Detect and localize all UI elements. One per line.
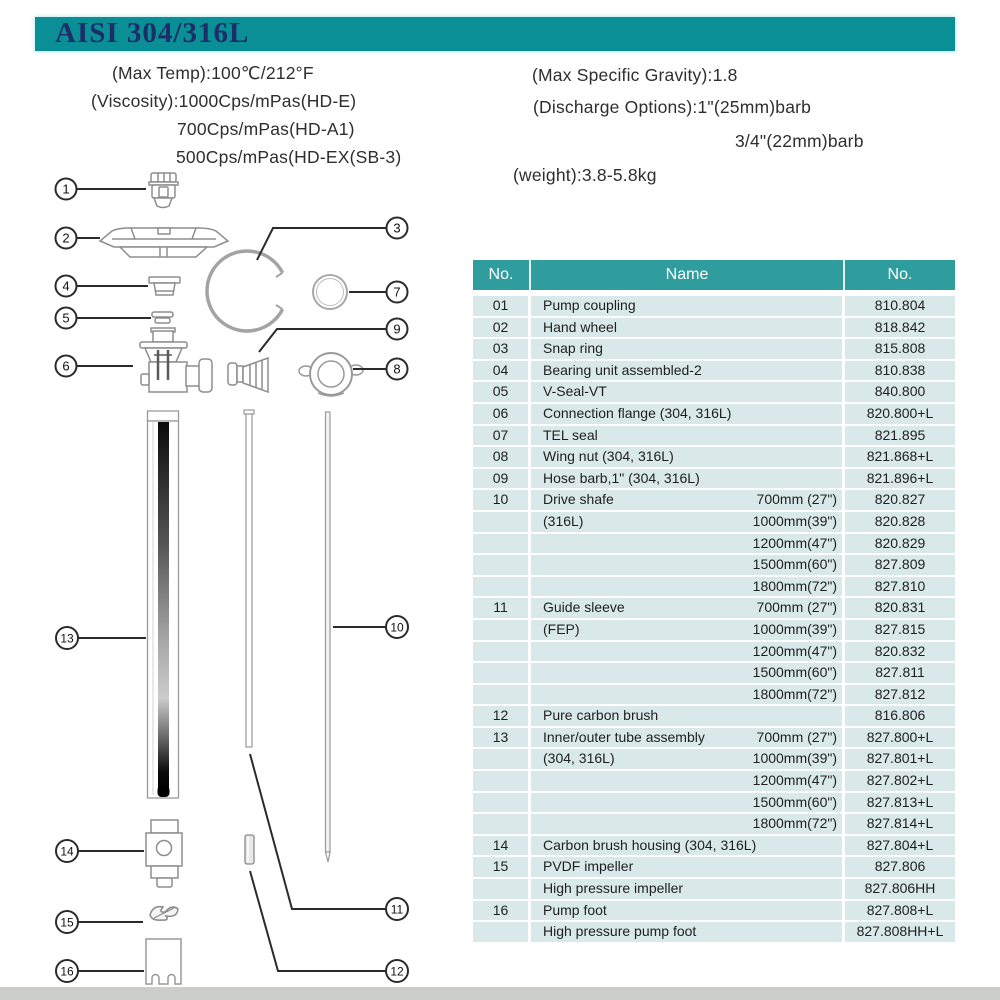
callout-11 [386,898,408,920]
part-index-cell [473,771,531,791]
drive-shaft-drawing [326,412,331,862]
part-name: High pressure pump foot [543,923,697,940]
table-header [473,260,955,290]
part-name-cell [531,663,845,683]
carbon-brush-drawing [245,835,254,864]
callout-6 [56,356,77,377]
part-size: 1500mm(60") [752,664,837,681]
table-row [473,447,955,467]
bearing-unit-drawing [149,277,180,295]
table-row [473,836,955,856]
part-index-cell: 03 [473,339,531,359]
part-name: Hose barb,1" (304, 316L) [543,469,700,486]
table-row [473,404,955,424]
part-size [837,426,842,446]
part-name-cell [531,534,845,554]
part-name-cell [531,771,845,791]
table-row [473,793,955,813]
part-size [837,318,842,338]
table-row [473,382,955,402]
part-name-cell [531,490,845,510]
table-row [473,512,955,532]
part-number-cell: 820.829 [845,534,955,554]
part-size: 1800mm(72") [752,685,837,702]
part-index-cell [473,642,531,662]
part-number-cell: 821.868+L [845,447,955,467]
exploded-diagram [25,165,465,1000]
part-name: High pressure impeller [543,880,684,897]
part-name-cell [531,749,845,769]
spec-gravity: (Max Specific Gravity):1.8 [532,65,738,85]
part-name-cell [531,339,845,359]
header-part-col: No. [887,266,913,283]
part-number-cell: 827.804+L [845,836,955,856]
part-name-cell [531,404,845,424]
callout-9 [387,319,408,340]
part-index-cell [473,922,531,942]
callout-13 [56,627,78,649]
part-number-cell: 827.806 [845,857,955,877]
table-row [473,901,955,921]
svg-text:11: 11 [390,902,404,917]
part-index-cell: 14 [473,836,531,856]
table-row [473,620,955,640]
table-row [473,577,955,597]
svg-text:7: 7 [393,284,401,300]
part-number-cell: 815.808 [845,339,955,359]
part-name-cell [531,620,845,640]
part-index-cell [473,793,531,813]
pump-coupling-drawing [149,173,178,208]
part-number-cell: 827.800+L [845,728,955,748]
part-name: Pump foot [543,901,607,918]
spec-viscosity: (Viscosity):1000Cps/mPas(HD-E) [91,91,357,111]
part-number-cell: 827.806HH [845,879,955,899]
callout-4 [56,276,77,297]
svg-text:1: 1 [62,181,70,197]
part-name-cell [531,706,845,726]
part-name: (304, 316L) [543,750,615,767]
part-number-cell: 820.800+L [845,404,955,424]
table-row [473,642,955,662]
part-name-cell [531,555,845,575]
part-name-cell [531,642,845,662]
part-name: TEL seal [543,426,598,443]
part-name: Snap ring [543,340,603,357]
part-index-cell: 02 [473,318,531,338]
part-size: 1800mm(72") [752,577,837,594]
part-number-cell: 816.806 [845,706,955,726]
table-row [473,296,955,316]
part-name-cell [531,836,845,856]
svg-text:15: 15 [60,915,74,930]
part-index-cell: 10 [473,490,531,510]
part-name: Connection flange (304, 316L) [543,404,732,421]
part-size: 700mm (27") [756,599,837,616]
part-number-cell: 810.838 [845,361,955,381]
part-size: 1800mm(72") [752,815,837,832]
part-name-cell [531,922,845,942]
part-size [837,857,842,877]
callout-15 [56,911,78,933]
part-name-cell [531,901,845,921]
part-index-cell [473,814,531,834]
part-name-cell [531,382,845,402]
part-index-cell: 04 [473,361,531,381]
callout-12 [386,960,408,982]
part-index-cell: 05 [473,382,531,402]
part-name: Inner/outer tube assembly [543,728,705,745]
parts-table [473,260,955,944]
part-number-cell: 818.842 [845,318,955,338]
connection-flange-drawing [140,328,212,392]
part-name-cell [531,814,845,834]
table-row [473,361,955,381]
part-name-cell [531,512,845,532]
table-row [473,318,955,338]
wing-nut-drawing [299,353,363,396]
part-number-cell: 821.896+L [845,469,955,489]
svg-text:5: 5 [62,310,70,326]
table-row [473,426,955,446]
svg-text:10: 10 [390,620,404,635]
spec-discharge: (Discharge Options):1"(25mm)barb [533,97,812,117]
part-size: 700mm (27") [756,491,837,508]
part-index-cell: 07 [473,426,531,446]
part-index-cell: 13 [473,728,531,748]
svg-text:4: 4 [62,278,70,294]
part-index-cell [473,555,531,575]
callout-5 [56,308,77,329]
table-row [473,339,955,359]
part-index-cell [473,512,531,532]
part-index-cell: 08 [473,447,531,467]
part-number-cell: 820.827 [845,490,955,510]
part-number-cell: 840.800 [845,382,955,402]
part-number-cell: 827.808HH+L [845,922,955,942]
part-size [837,447,842,467]
part-number-cell: 827.808+L [845,901,955,921]
part-name-cell [531,728,845,748]
part-name-cell [531,447,845,467]
part-name: Wing nut (304, 316L) [543,448,674,465]
part-size [837,382,842,402]
part-number-cell: 827.813+L [845,793,955,813]
part-size: 1200mm(47") [752,772,837,789]
table-row [473,706,955,726]
part-number-cell: 827.801+L [845,749,955,769]
part-index-cell [473,534,531,554]
svg-text:8: 8 [393,361,401,377]
table-row [473,555,955,575]
part-index-cell: 15 [473,857,531,877]
svg-text:2: 2 [62,230,70,246]
hose-barb-drawing [228,358,268,392]
table-row [473,534,955,554]
callout-8 [387,359,408,380]
svg-text:9: 9 [393,321,401,337]
brush-housing-drawing [146,820,182,887]
table-row [473,922,955,942]
part-size: 1000mm(39") [752,512,837,529]
page-title: AISI 304/316L [55,16,250,49]
table-row [473,857,955,877]
part-number-cell: 820.832 [845,642,955,662]
part-size: 1200mm(47") [752,642,837,659]
table-row [473,728,955,748]
part-name-cell [531,469,845,489]
part-size: 1200mm(47") [752,534,837,551]
part-number-cell: 827.814+L [845,814,955,834]
part-index-cell [473,620,531,640]
table-row [473,749,955,769]
spec-viscosity-3: 500Cps/mPas(HD-EX(SB-3) [176,147,402,167]
part-size: 1000mm(39") [752,620,837,637]
callout-2 [56,228,77,249]
part-name-cell [531,793,845,813]
table-row [473,598,955,618]
part-name: Drive shafe [543,491,614,508]
tube-assembly-drawing [148,411,179,798]
part-name: V-Seal-VT [543,383,607,400]
svg-text:3: 3 [393,220,401,236]
part-name-cell [531,598,845,618]
part-name: Hand wheel [543,318,617,335]
tel-seal-drawing [313,275,347,309]
part-name: (316L) [543,512,584,529]
callouts [56,179,409,983]
part-size [837,296,842,316]
part-name-cell [531,426,845,446]
part-size [837,879,842,899]
guide-sleeve-drawing [244,410,254,747]
spec-weight: (weight):3.8-5.8kg [513,165,657,185]
callout-3 [387,218,408,239]
bottom-border [0,987,1000,1000]
header-no-col: No. [473,260,531,290]
table-row [473,771,955,791]
part-index-cell: 11 [473,598,531,618]
part-index-cell: 09 [473,469,531,489]
part-size [837,836,842,856]
part-size [837,922,842,942]
part-name: Pure carbon brush [543,707,659,724]
part-number-cell: 827.809 [845,555,955,575]
title-band [35,17,955,51]
svg-text:14: 14 [60,844,74,859]
svg-text:12: 12 [390,964,404,979]
table-row [473,663,955,683]
table-body [473,296,955,942]
spec-max-temp: (Max Temp):100℃/212°F [112,63,314,83]
part-number-cell: 820.831 [845,598,955,618]
part-name-cell [531,879,845,899]
part-name-cell [531,685,845,705]
part-name-cell [531,296,845,316]
impeller-drawing [150,907,178,921]
part-number-cell: 827.810 [845,577,955,597]
part-size [837,339,842,359]
part-index-cell: 06 [473,404,531,424]
svg-text:16: 16 [60,964,74,979]
pump-foot-drawing [146,939,181,984]
part-index-cell: 16 [473,901,531,921]
part-number-cell: 820.828 [845,512,955,532]
spec-discharge-2: 3/4"(22mm)barb [735,131,864,151]
svg-text:13: 13 [60,631,74,646]
hand-wheel-drawing [100,228,228,257]
v-seal-drawing [152,312,173,323]
svg-text:6: 6 [62,358,70,374]
part-number-cell: 821.895 [845,426,955,446]
part-number-cell: 827.811 [845,663,955,683]
part-name-cell [531,577,845,597]
part-size [837,469,842,489]
table-row [473,879,955,899]
snap-ring-drawing [207,251,283,331]
part-index-cell [473,749,531,769]
part-size: 1000mm(39") [752,750,837,767]
spec-viscosity-2: 700Cps/mPas(HD-A1) [177,119,355,139]
part-size [837,901,842,921]
callout-16 [56,960,78,982]
part-size: 1500mm(60") [752,793,837,810]
part-name: Pump coupling [543,297,636,313]
part-name: (FEP) [543,620,580,637]
part-number-cell: 827.802+L [845,771,955,791]
table-row [473,469,955,489]
part-size [837,706,842,726]
table-row [473,490,955,510]
part-name-cell [531,318,845,338]
part-name: PVDF impeller [543,858,634,875]
part-index-cell [473,577,531,597]
part-name: Guide sleeve [543,599,625,616]
part-name-cell [531,857,845,877]
part-size: 1500mm(60") [752,556,837,573]
part-index-cell [473,879,531,899]
callout-7 [387,282,408,303]
callout-14 [56,840,78,862]
table-row [473,814,955,834]
part-size [837,361,842,381]
part-name-cell [531,361,845,381]
part-number-cell: 827.812 [845,685,955,705]
part-name: Carbon brush housing (304, 316L) [543,836,757,853]
part-index-cell: 12 [473,706,531,726]
header-name-col: Name [531,260,845,290]
part-index-cell [473,685,531,705]
callout-10 [386,616,408,638]
table-row [473,685,955,705]
part-index-cell: 01 [473,296,531,316]
callout-1 [56,179,77,200]
part-index-cell [473,663,531,683]
part-size: 700mm (27") [756,728,837,745]
part-name: Bearing unit assembled-2 [543,361,702,378]
part-size [837,404,842,424]
part-number-cell: 810.804 [845,296,955,316]
part-number-cell: 827.815 [845,620,955,640]
